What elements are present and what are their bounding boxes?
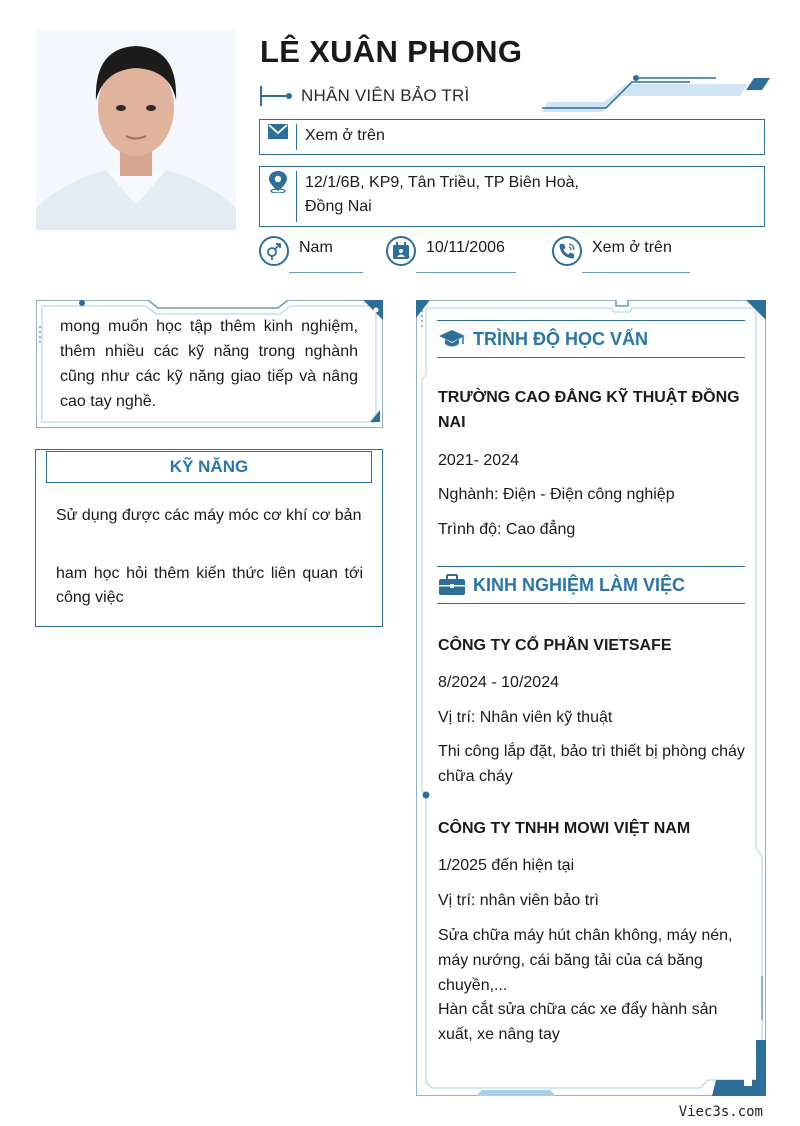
- phone-icon: [552, 236, 582, 266]
- job-period: 8/2024 - 10/2024: [438, 674, 559, 691]
- job-period: 1/2025 đến hiện tại: [438, 857, 575, 874]
- map-pin-icon: [260, 167, 296, 226]
- job-description: Sửa chữa máy hút chân không, máy nén, máy nướng, cái băng tải của cá băng chuyền,...: [438, 927, 733, 994]
- calendar-icon: [386, 236, 416, 266]
- objective-section: [36, 300, 383, 428]
- title-line-decoration: [260, 86, 292, 106]
- birthdate-value: 10/11/2006: [426, 239, 505, 256]
- profile-photo: [36, 30, 236, 230]
- email-box: [259, 119, 765, 155]
- job-title: NHÂN VIÊN BẢO TRÌ: [301, 86, 470, 105]
- education-title: TRÌNH ĐỘ HỌC VẤN: [473, 328, 648, 349]
- objective-text: mong muốn học tập thêm kinh nghiệm, thêm nhiều các kỹ năng trong nghành cũng như các kỹ năng giao tiếp và nâng cao tay nghề.: [60, 318, 358, 410]
- skill-item: ham học hỏi thêm kiến thức liên quan tới công việc: [56, 565, 363, 606]
- skills-section: [35, 449, 383, 627]
- education-level: Trình độ: Cao đẳng: [438, 521, 576, 538]
- job-position: Vị trí: nhân viên bảo trì: [438, 892, 599, 909]
- underline: [416, 272, 516, 273]
- experience-heading: [437, 566, 745, 604]
- address-line-1: 12/1/6B, KP9, Tân Triều, TP Biên Hoà,: [305, 174, 579, 191]
- graduation-cap-icon: [437, 329, 467, 349]
- job-company: CÔNG TY TNHH MOWI VIỆT NAM: [438, 820, 691, 837]
- education-period: 2021- 2024: [438, 452, 519, 469]
- address-box: [259, 166, 765, 227]
- experience-title: KINH NGHIỆM LÀM VIỆC: [473, 574, 686, 595]
- birthdate-field: [386, 234, 518, 276]
- email-value: Xem ở trên: [305, 127, 385, 144]
- gender-value: Nam: [299, 239, 333, 256]
- underline: [582, 272, 690, 273]
- underline: [289, 272, 363, 273]
- education-major: Nghành: Điện - Điện công nghiệp: [438, 486, 675, 503]
- job-title-row: [260, 84, 469, 108]
- skills-heading: KỸ NĂNG: [46, 451, 372, 483]
- candidate-name: LÊ XUÂN PHONG: [260, 34, 523, 69]
- education-heading: [437, 320, 745, 358]
- skill-item: Sử dụng được các máy móc cơ khí cơ bản: [56, 507, 362, 524]
- address-line-2: Đồng Nai: [305, 198, 372, 215]
- phone-field: [552, 234, 692, 276]
- job-description: Hàn cắt sửa chữa các xe đẩy hành sản xuất, xe nâng tay: [438, 1001, 718, 1043]
- job-description: Thi công lắp đặt, bảo trì thiết bị phòng cháy chữa cháy: [438, 743, 745, 785]
- job-position: Vị trí: Nhân viên kỹ thuật: [438, 709, 613, 726]
- phone-value: Xem ở trên: [592, 239, 672, 256]
- header-decoration: [540, 74, 772, 114]
- school-name: TRƯỜNG CAO ĐẲNG KỸ THUẬT ĐỒNG NAI: [438, 389, 740, 431]
- briefcase-icon: [437, 574, 467, 596]
- gender-field: [259, 234, 363, 276]
- footer-brand: Viec3s.com: [678, 1104, 763, 1120]
- gender-icon: [259, 236, 289, 266]
- envelope-icon: [260, 120, 296, 154]
- job-company: CÔNG TY CỔ PHẦN VIETSAFE: [438, 637, 672, 654]
